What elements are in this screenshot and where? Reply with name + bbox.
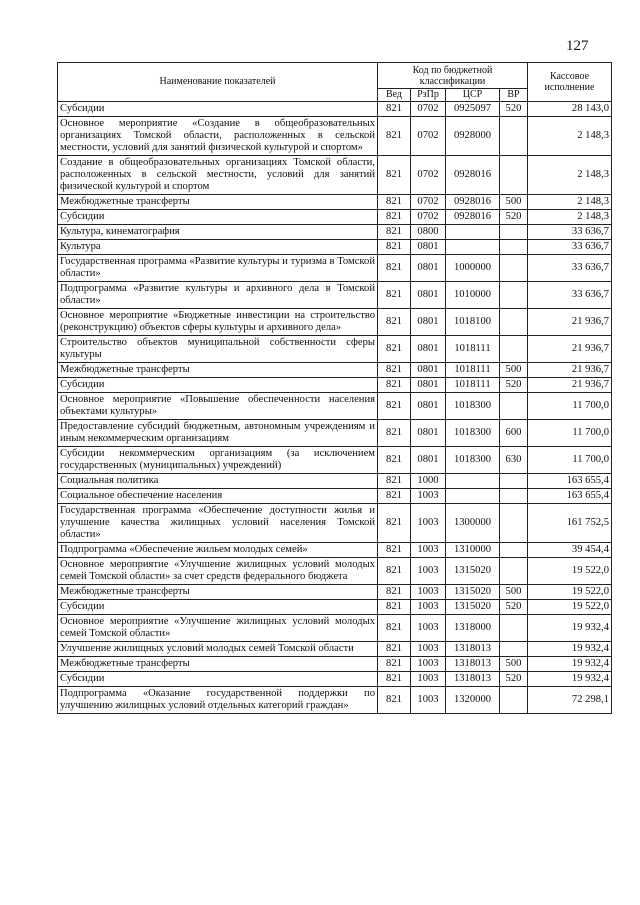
table-row [58,225,612,240]
row-rzpr-cell: 1003 [411,615,446,642]
row-vr-cell: 500 [500,657,528,672]
row-csr-cell: 1018300 [446,447,500,474]
table-row [58,474,612,489]
row-ved-cell: 821 [378,225,411,240]
row-vr-cell: 600 [500,420,528,447]
row-name-cell: Основное мероприятие «Улучшение жилищных условий молодых семей Томской области» [58,615,378,642]
row-amount-cell: 33 636,7 [528,282,612,309]
row-amount-cell: 33 636,7 [528,255,612,282]
row-csr-cell [446,240,500,255]
row-name-cell: Подпрограмма «Обеспечение жильем молодых семей» [58,543,378,558]
row-amount-cell: 11 700,0 [528,447,612,474]
row-csr-cell: 1310000 [446,543,500,558]
row-name-cell: Строительство объектов муниципальной собственности сферы культуры [58,336,378,363]
row-vr-cell: 630 [500,447,528,474]
row-csr-cell: 1315020 [446,558,500,585]
row-ved-cell: 821 [378,309,411,336]
row-vr-cell [500,558,528,585]
row-amount-cell: 21 936,7 [528,363,612,378]
row-amount-cell: 19 932,4 [528,642,612,657]
row-csr-cell: 0928000 [446,117,500,156]
row-ved-cell: 821 [378,336,411,363]
table-row [58,615,612,642]
table-row [58,255,612,282]
row-rzpr-cell: 0801 [411,447,446,474]
row-rzpr-cell: 0702 [411,195,446,210]
row-vr-cell [500,642,528,657]
row-rzpr-cell: 0801 [411,363,446,378]
row-vr-cell: 520 [500,378,528,393]
row-ved-cell: 821 [378,240,411,255]
row-ved-cell: 821 [378,543,411,558]
row-name-cell: Субсидии [58,600,378,615]
row-amount-cell: 2 148,3 [528,117,612,156]
row-rzpr-cell: 0702 [411,210,446,225]
row-vr-cell [500,240,528,255]
row-csr-cell: 1318000 [446,615,500,642]
row-amount-cell: 19 522,0 [528,558,612,585]
row-csr-cell [446,474,500,489]
row-ved-cell: 821 [378,585,411,600]
row-csr-cell: 1018300 [446,420,500,447]
table-row [58,240,612,255]
row-name-cell: Государственная программа «Обеспечение доступности жилья и улучшение качества жилищных условий населения Томской области» [58,504,378,543]
row-name-cell: Межбюджетные трансферты [58,195,378,210]
row-name-cell: Социальное обеспечение населения [58,489,378,504]
row-name-cell: Государственная программа «Развитие культуры и туризма в Томской области» [58,255,378,282]
row-amount-cell: 11 700,0 [528,420,612,447]
row-vr-cell [500,504,528,543]
table-row [58,600,612,615]
row-rzpr-cell: 1003 [411,600,446,615]
header-budget-code-group: Код по бюджетной классификации [378,63,528,89]
row-amount-cell: 19 522,0 [528,600,612,615]
row-amount-cell: 19 932,4 [528,657,612,672]
row-name-cell: Основное мероприятие «Создание в общеобразовательных организациях Томской области, расположенных в сельской местности, условий для занятий физической культурой и спортом» [58,117,378,156]
row-name-cell: Субсидии [58,210,378,225]
row-rzpr-cell: 0702 [411,156,446,195]
row-amount-cell: 33 636,7 [528,225,612,240]
table-row [58,585,612,600]
row-csr-cell: 1320000 [446,687,500,714]
row-amount-cell: 161 752,5 [528,504,612,543]
budget-execution-table [57,62,612,714]
row-ved-cell: 821 [378,672,411,687]
row-rzpr-cell: 1003 [411,558,446,585]
row-csr-cell: 1300000 [446,504,500,543]
row-rzpr-cell: 0801 [411,240,446,255]
table-row [58,489,612,504]
row-rzpr-cell: 1003 [411,672,446,687]
row-name-cell: Субсидии некоммерческим организациям (за исключением государственных (муниципальных) учреждений) [58,447,378,474]
row-csr-cell: 1318013 [446,642,500,657]
row-amount-cell: 33 636,7 [528,240,612,255]
row-vr-cell [500,543,528,558]
table-row [58,378,612,393]
table-row [58,447,612,474]
table-body [58,102,612,714]
table-row [58,687,612,714]
row-csr-cell: 1018111 [446,363,500,378]
row-vr-cell [500,474,528,489]
row-vr-cell [500,309,528,336]
row-amount-cell: 21 936,7 [528,309,612,336]
row-rzpr-cell: 1003 [411,657,446,672]
row-rzpr-cell: 1003 [411,543,446,558]
table-row [58,210,612,225]
row-amount-cell: 2 148,3 [528,156,612,195]
header-ved: Вед [378,89,411,102]
row-name-cell: Социальная политика [58,474,378,489]
row-csr-cell [446,225,500,240]
table-row [58,102,612,117]
row-rzpr-cell: 1000 [411,474,446,489]
table-row [58,558,612,585]
row-ved-cell: 821 [378,558,411,585]
row-amount-cell: 2 148,3 [528,210,612,225]
row-ved-cell: 821 [378,117,411,156]
row-csr-cell: 1018111 [446,336,500,363]
row-name-cell: Культура, кинематография [58,225,378,240]
row-csr-cell [446,489,500,504]
row-rzpr-cell: 0702 [411,117,446,156]
row-rzpr-cell: 0801 [411,282,446,309]
table-row [58,336,612,363]
header-csr: ЦСР [446,89,500,102]
row-ved-cell: 821 [378,393,411,420]
row-csr-cell: 0928016 [446,195,500,210]
row-name-cell: Основное мероприятие «Повышение обеспеченности населения объектами культуры» [58,393,378,420]
row-vr-cell: 520 [500,600,528,615]
table-row [58,504,612,543]
row-amount-cell: 21 936,7 [528,378,612,393]
row-csr-cell: 1315020 [446,585,500,600]
row-ved-cell: 821 [378,195,411,210]
row-csr-cell: 0928016 [446,156,500,195]
row-rzpr-cell: 1003 [411,642,446,657]
row-ved-cell: 821 [378,102,411,117]
table-row [58,543,612,558]
row-name-cell: Межбюджетные трансферты [58,657,378,672]
row-vr-cell [500,687,528,714]
row-ved-cell: 821 [378,420,411,447]
row-vr-cell: 500 [500,195,528,210]
table-row [58,642,612,657]
row-csr-cell: 1010000 [446,282,500,309]
row-rzpr-cell: 1003 [411,585,446,600]
row-ved-cell: 821 [378,657,411,672]
row-name-cell: Межбюджетные трансферты [58,585,378,600]
row-name-cell: Подпрограмма «Оказание государственной поддержки по улучшению жилищных условий отдельных категорий граждан» [58,687,378,714]
row-ved-cell: 821 [378,600,411,615]
row-vr-cell [500,255,528,282]
row-rzpr-cell: 0801 [411,255,446,282]
row-rzpr-cell: 0801 [411,336,446,363]
row-rzpr-cell: 0702 [411,102,446,117]
row-amount-cell: 163 655,4 [528,489,612,504]
header-indicator-name: Наименование показателей [58,63,378,102]
row-ved-cell: 821 [378,642,411,657]
row-vr-cell [500,336,528,363]
table-row [58,195,612,210]
row-amount-cell: 11 700,0 [528,393,612,420]
row-vr-cell [500,117,528,156]
row-csr-cell: 0928016 [446,210,500,225]
table-row [58,282,612,309]
row-amount-cell: 72 298,1 [528,687,612,714]
row-csr-cell: 1018300 [446,393,500,420]
row-vr-cell: 520 [500,102,528,117]
row-csr-cell: 1318013 [446,672,500,687]
row-rzpr-cell: 1003 [411,504,446,543]
row-amount-cell: 21 936,7 [528,336,612,363]
row-vr-cell [500,225,528,240]
row-rzpr-cell: 0801 [411,309,446,336]
header-rzpr: РзПр [411,89,446,102]
row-ved-cell: 821 [378,474,411,489]
row-ved-cell: 821 [378,447,411,474]
row-name-cell: Субсидии [58,672,378,687]
header-cash-execution: Кассовое исполнение [528,63,612,102]
row-ved-cell: 821 [378,504,411,543]
header-vr: ВР [500,89,528,102]
row-rzpr-cell: 0801 [411,393,446,420]
row-amount-cell: 163 655,4 [528,474,612,489]
row-ved-cell: 821 [378,687,411,714]
row-name-cell: Основное мероприятие «Бюджетные инвестиции на строительство (реконструкцию) объектов сферы культуры и архивного дела» [58,309,378,336]
page-number: 127 [566,38,589,54]
row-vr-cell [500,615,528,642]
row-vr-cell [500,489,528,504]
row-name-cell: Межбюджетные трансферты [58,363,378,378]
row-name-cell: Подпрограмма «Развитие культуры и архивного дела в Томской области» [58,282,378,309]
row-amount-cell: 19 522,0 [528,585,612,600]
row-csr-cell: 1000000 [446,255,500,282]
row-ved-cell: 821 [378,378,411,393]
row-name-cell: Улучшение жилищных условий молодых семей Томской области [58,642,378,657]
table-row [58,363,612,378]
row-csr-cell: 1018100 [446,309,500,336]
row-ved-cell: 821 [378,210,411,225]
table-row [58,117,612,156]
row-amount-cell: 19 932,4 [528,672,612,687]
row-ved-cell: 821 [378,363,411,378]
row-vr-cell: 500 [500,363,528,378]
row-ved-cell: 821 [378,489,411,504]
row-vr-cell: 500 [500,585,528,600]
row-csr-cell: 1018111 [446,378,500,393]
table-row [58,420,612,447]
row-amount-cell: 19 932,4 [528,615,612,642]
row-amount-cell: 2 148,3 [528,195,612,210]
row-csr-cell: 0925097 [446,102,500,117]
row-ved-cell: 821 [378,255,411,282]
row-rzpr-cell: 1003 [411,687,446,714]
row-csr-cell: 1315020 [446,600,500,615]
table-row [58,156,612,195]
row-ved-cell: 821 [378,615,411,642]
row-rzpr-cell: 0801 [411,378,446,393]
row-rzpr-cell: 0800 [411,225,446,240]
row-name-cell: Субсидии [58,102,378,117]
table-row [58,309,612,336]
row-vr-cell [500,393,528,420]
row-csr-cell: 1318013 [446,657,500,672]
row-name-cell: Основное мероприятие «Улучшение жилищных условий молодых семей Томской области» за счет средств федерального бюджета [58,558,378,585]
row-amount-cell: 39 454,4 [528,543,612,558]
row-vr-cell [500,156,528,195]
row-vr-cell [500,282,528,309]
table-row [58,672,612,687]
row-name-cell: Создание в общеобразовательных организациях Томской области, расположенных в сельской местности, условий для занятий физической культурой и спортом [58,156,378,195]
row-vr-cell: 520 [500,672,528,687]
row-name-cell: Субсидии [58,378,378,393]
row-name-cell: Предоставление субсидий бюджетным, автономным учреждениям и иным некоммерческим организациям [58,420,378,447]
row-name-cell: Культура [58,240,378,255]
row-ved-cell: 821 [378,282,411,309]
row-rzpr-cell: 0801 [411,420,446,447]
table-row [58,657,612,672]
table-row [58,393,612,420]
row-amount-cell: 28 143,0 [528,102,612,117]
row-rzpr-cell: 1003 [411,489,446,504]
row-ved-cell: 821 [378,156,411,195]
row-vr-cell: 520 [500,210,528,225]
